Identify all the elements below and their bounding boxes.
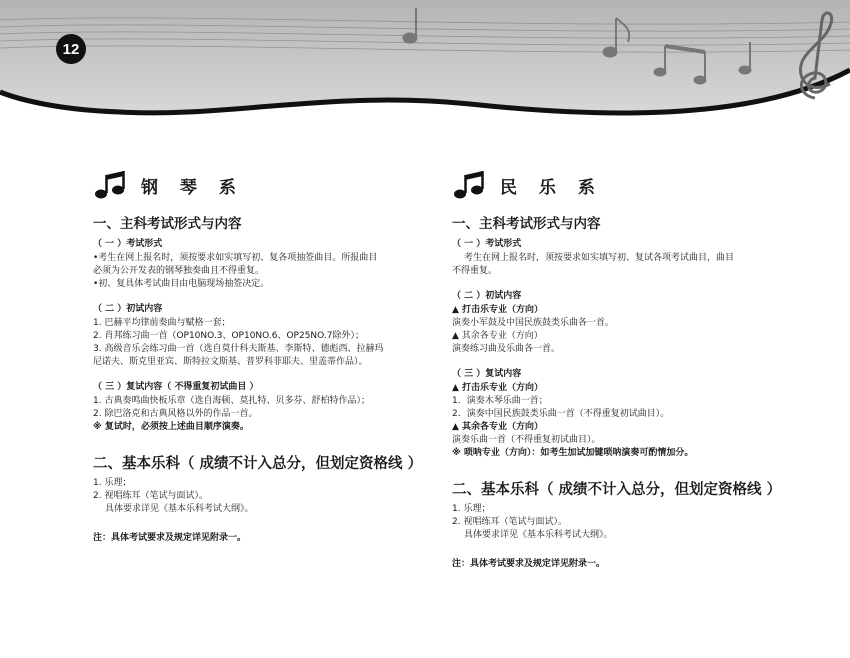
text-line: ▲ 其余各专业（方向）	[452, 331, 543, 341]
subsection-heading: （ 一 ）考试形式	[93, 239, 163, 249]
piano-department-column	[93, 168, 433, 543]
banner-wave	[0, 0, 850, 113]
music-note-icon	[93, 169, 129, 201]
folk-music-department-column	[452, 168, 792, 569]
section-title: 二、基本乐科（ 成绩不计入总分，但划定资格线 ）	[93, 456, 423, 472]
section-title: 二、基本乐科（ 成绩不计入总分，但划定资格线 ）	[452, 482, 782, 498]
text-line: 1. 乐理；	[93, 478, 132, 488]
footnote: 注：具体考试要求及规定详见附录一。	[93, 533, 247, 543]
text-line: ▲ 其余各专业（方向）	[452, 422, 544, 432]
text-line: 2. 视唱练耳（笔试与面试）。	[452, 517, 567, 527]
text-line: 3. 高级音乐会练习曲一首（选自莫什科夫斯基、李斯特、德彪西、拉赫玛	[93, 344, 384, 354]
text-line: 1. 乐理；	[452, 504, 491, 514]
text-line: 考生在网上报名时，须按要求如实填写初、复试各项考试曲目，曲目	[464, 253, 735, 263]
text-line: 2. 除巴洛克和古典风格以外的作品一首。	[93, 409, 258, 419]
page-number-badge	[56, 34, 86, 64]
text-line: 演奏小军鼓及中国民族鼓类乐曲各一首。	[452, 318, 615, 328]
text-line: ▲ 打击乐专业（方向）	[452, 305, 544, 315]
header-banner	[0, 0, 850, 140]
subsection-heading: （ 二 ）初试内容	[452, 291, 522, 301]
emphasis-line: ※ 唢呐专业（方向）：如考生加试加键唢呐演奏可酌情加分。	[452, 448, 694, 458]
music-note-icon	[452, 169, 488, 201]
text-line: 演奏练习曲及乐曲各一首。	[452, 344, 561, 354]
subsection-heading: （ 三 ）复试内容	[452, 369, 522, 379]
text-line: 2. 肖邦练习曲一首（OP10NO.3、OP10NO.6、OP25NO.7除外）；	[93, 331, 364, 341]
text-line: 尼诺夫、斯克里亚宾、斯特拉文斯基、普罗科菲耶夫、里盖蒂作品）。	[93, 357, 368, 367]
text-line: ▲ 打击乐专业（方向）	[452, 383, 544, 393]
text-line: 1. 古典奏鸣曲快板乐章（选自海顿、莫扎特、贝多芬、舒柏特作品）；	[93, 396, 370, 406]
subsection-heading: （ 三 ）复试内容（ 不得重复初试曲目 ）	[93, 382, 259, 392]
section-title: 一、主科考试形式与内容	[93, 216, 242, 232]
text-line: 不得重复。	[452, 266, 498, 276]
text-line: •初、复具体考试曲目由电脑现场抽签决定。	[93, 279, 270, 289]
text-line: 1．演奏木琴乐曲一首；	[452, 396, 548, 406]
text-line: 必须为公开发表的钢琴独奏曲且不得重复。	[93, 266, 265, 276]
text-line: 2．演奏中国民族鼓类乐曲一首（不得重复初试曲目）。	[452, 409, 670, 419]
text-line: 具体要求详见《基本乐科考试大纲》。	[464, 530, 613, 540]
section-title: 一、主科考试形式与内容	[452, 216, 601, 232]
text-line: 具体要求详见《基本乐科考试大纲》。	[105, 504, 254, 514]
text-line: •考生在网上报名时，须按要求如实填写初、复各项抽签曲目。所报曲目	[93, 253, 378, 263]
text-line: 演奏乐曲一首（不得重复初试曲目）。	[452, 435, 601, 445]
subsection-heading: （ 二 ）初试内容	[93, 304, 163, 314]
subsection-heading: （ 一 ）考试形式	[452, 239, 522, 249]
emphasis-line: ※ 复试时，必须按上述曲目顺序演奏。	[93, 422, 249, 432]
dept-title: 钢 琴 系	[141, 177, 244, 198]
dept-title: 民 乐 系	[500, 177, 603, 198]
footnote: 注：具体考试要求及规定详见附录一。	[452, 559, 606, 569]
page-number: 12	[62, 40, 80, 58]
dept-header	[452, 168, 792, 202]
dept-header	[93, 168, 433, 202]
text-line: 2. 视唱练耳（笔试与面试）。	[93, 491, 208, 501]
text-line: 1. 巴赫平均律前奏曲与赋格一套；	[93, 318, 231, 328]
